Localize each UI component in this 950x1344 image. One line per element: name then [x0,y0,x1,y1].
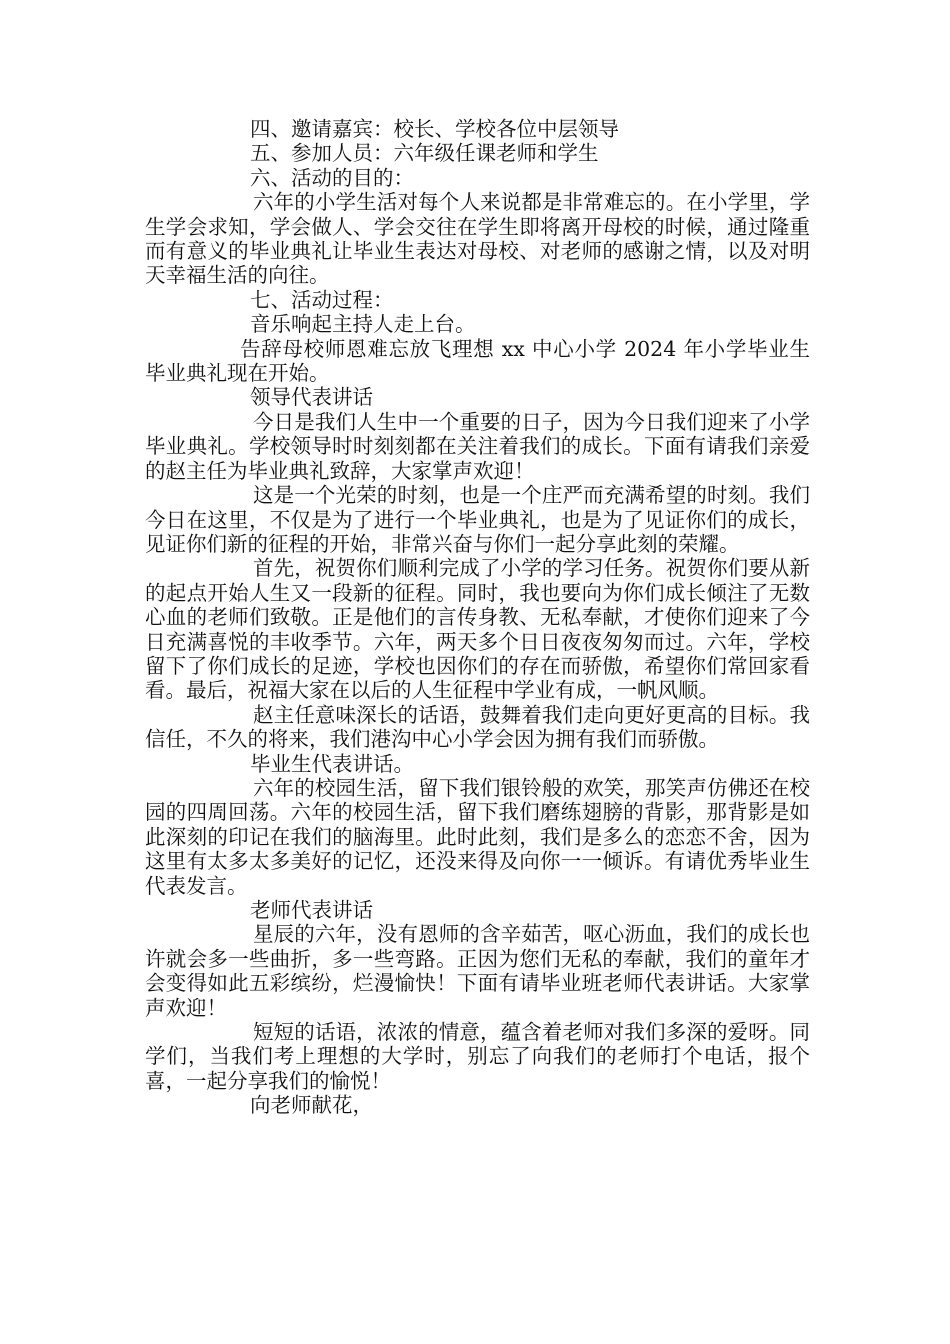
section-heading-guests: 四、邀请嘉宾：校长、学校各位中层领导 [250,117,619,141]
document-body [145,117,810,1118]
subheading-graduate-speech: 毕业生代表讲话。 [250,751,414,776]
paragraph-flowers: 向老师献花， [250,1093,373,1118]
paragraph-purpose: 六年的小学生活对每个人来说都是非常难忘的。在小学里，学生学会求知，学会做人、学会交往在学生即将离开母校的时候，通过隆重而有意义的毕业典礼让毕业生表达对母校、对老师的感谢之情，以及对明天幸福生活的向往。 [145,190,810,288]
section-heading-participants: 五、参加人员：六年级任课老师和学生 [250,141,599,166]
paragraph-leader-thanks: 赵主任意味深长的话语，鼓舞着我们走向更好更高的目标。我信任，不久的将来，我们港沟中心小学会因为拥有我们而骄傲。 [145,702,810,752]
section-heading-process: 七、活动过程： [250,287,394,312]
paragraph-music: 音乐响起主持人走上台。 [250,312,476,337]
paragraph-leader-intro: 今日是我们人生中一个重要的日子，因为今日我们迎来了小学毕业典礼。学校领导时时刻刻都在关注着我们的成长。下面有请我们亲爱的赵主任为毕业典礼致辞，大家掌声欢迎！ [145,409,810,483]
section-heading-purpose: 六、活动的目的： [250,165,414,190]
paragraph-teacher-thanks: 短短的话语，浓浓的情意，蕴含着老师对我们多深的爱呀。同学们，当我们考上理想的大学时，别忘了向我们的老师打个电话，报个喜，一起分享我们的愉悦！ [145,1020,810,1093]
paragraph-leader-speech-2: 首先，祝贺你们顺利完成了小学的学习任务。祝贺你们要从新的起点开始人生又一段新的征程。同时，我也要向为你们成长倾注了无数心血的老师们致敬。正是他们的言传身教、无私奉献，才使你们迎来了今日充满喜悦的丰收季节。六年，两天多个日日夜夜匆匆而过。六年，学校留下了你们成长的足迹，学校也因你们的存在而骄傲，希望你们常回家看看。最后，祝福大家在以后的人生征程中学业有成，一帆风顺。 [145,556,810,703]
paragraph-leader-speech-1: 这是一个光荣的时刻，也是一个庄严而充满希望的时刻。我们今日在这里，不仅是为了进行一个毕业典礼，也是为了见证你们的成长，见证你们新的征程的开始，非常兴奋与你们一起分享此刻的荣耀。 [145,483,810,556]
paragraph-opening: 告辞母校师恩难忘放飞理想 xx 中心小学 2024 年小学毕业生毕业典礼现在开始。 [145,336,810,386]
subheading-leader-speech: 领导代表讲话 [250,385,373,410]
paragraph-graduate-intro: 六年的校园生活，留下我们银铃般的欢笑，那笑声仿佛还在校园的四周回荡。六年的校园生活，留下我们磨练翅膀的背影，那背影是如此深刻的印记在我们的脑海里。此时此刻，我们是多么的恋恋不舍，因为这里有太多太多美好的记忆，还没来得及向你一一倾诉。有请优秀毕业生代表发言。 [145,775,810,898]
paragraph-teacher-intro: 星辰的六年，没有恩师的含辛茹苦，呕心沥血，我们的成长也许就会多一些曲折，多一些弯路。正因为您们无私的奉献，我们的童年才会变得如此五彩缤纷，烂漫愉快！下面有请毕业班老师代表讲话。大家掌声欢迎！ [145,922,810,1020]
subheading-teacher-speech: 老师代表讲话 [250,898,373,922]
